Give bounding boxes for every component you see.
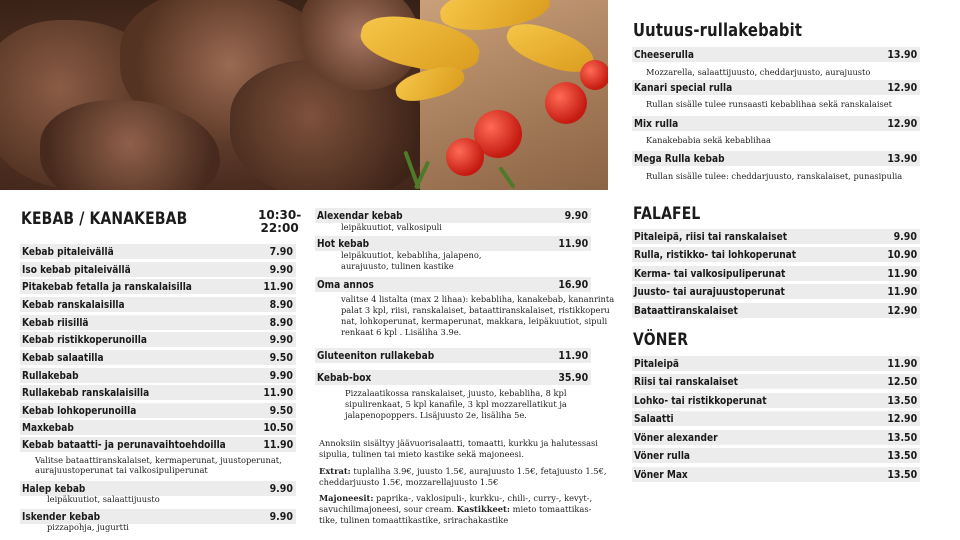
majoneesit-text: paprika-, vaklosipuli-, kurkku-, chili-, curry-, kevyt-,	[373, 493, 593, 503]
item-price: 9.90	[564, 209, 588, 222]
majoneesit-text: savuchilimajoneesi, sour cream.	[319, 504, 455, 514]
annos-note: Annoksiin sisältyy jäävuorisalaatti, tomaatti, kurkku ja halutessasi	[319, 438, 598, 448]
item-price: 11.90	[263, 438, 293, 451]
item-description: palat 3 kpl, riisi, ranskalaiset, bataattiranskalaiset, ristikkoperu	[341, 305, 610, 315]
item-price: 9.90	[269, 369, 293, 382]
item-name: Oma annos	[317, 278, 374, 291]
item-name: Rullakebab	[22, 369, 79, 382]
extrat-note	[319, 466, 606, 477]
kastikkeet-label: Kastikkeet:	[456, 504, 510, 514]
item-name: Vöner Max	[634, 468, 688, 481]
kastikkeet-note	[319, 504, 591, 515]
item-price: 12.90	[887, 412, 917, 425]
item-price: 11.90	[887, 267, 917, 280]
extrat-note: cheddarjuusto 1.5€, mozzarellajuusto 1.5€	[319, 477, 499, 487]
majoneesit-note	[319, 493, 592, 504]
item-price: 8.90	[269, 316, 293, 329]
item-description: valitse 4 listalta (max 2 lihaa): kebabliha, kanakebab, kananrinta	[341, 294, 615, 304]
list-item	[20, 332, 296, 347]
item-name: Kebab lohkoperunoilla	[22, 404, 137, 417]
extrat-text: tuplaliha 3.9€, juusto 1.5€, aurajuusto 1.5€, fetajuusto 1.5€,	[350, 466, 607, 476]
item-name: Mega Rulla kebab	[634, 152, 725, 165]
item-price: 13.90	[887, 152, 917, 165]
item-price: 9.90	[269, 263, 293, 276]
item-description: Rullan sisälle tulee runsaasti kebablihaa sekä ranskalaiset	[646, 99, 892, 109]
item-price: 11.90	[263, 280, 293, 293]
list-item	[632, 247, 920, 262]
item-description: leipäkuutiot, valkosipuli	[341, 222, 442, 232]
menu-item-cheeserulla	[632, 47, 920, 62]
item-description: jalapenopoppers. Lisäjuusto 2e, lisäliha 5e.	[345, 410, 527, 420]
item-name: Rullakebab ranskalaisilla	[22, 386, 150, 399]
item-price: 12.90	[887, 304, 917, 317]
item-price: 9.90	[269, 333, 293, 346]
item-price: 11.90	[887, 285, 917, 298]
item-description: leipäkuutiot, kebabliha, jalapeno,	[341, 250, 482, 260]
item-price: 9.50	[269, 351, 293, 364]
menu-item-gluteeniton-rullakebab	[315, 348, 591, 363]
item-description: nat, lohkoperunat, kermaperunat, makkara, leipäkuutiot, sipuli	[341, 316, 608, 326]
item-price: 9.90	[893, 230, 917, 243]
list-item	[632, 430, 920, 445]
item-name: Pitaleipä, riisi tai ranskalaiset	[634, 230, 788, 243]
list-item	[20, 403, 296, 418]
item-name: Rulla, ristikko- tai lohkoperunat	[634, 248, 797, 261]
voner-title: VÖNER	[633, 330, 689, 350]
menu-item-mega-rulla-kebab	[632, 151, 920, 166]
list-item	[20, 297, 296, 312]
list-item	[20, 420, 296, 435]
item-name: Kebab pitaleivällä	[22, 245, 114, 258]
list-item	[632, 284, 920, 299]
item-name: Pitakebab fetalla ja ranskalaisilla	[22, 280, 192, 293]
hours-end: 22:00	[260, 221, 299, 235]
item-name: Kebab-box	[317, 371, 372, 384]
menu-item-kanari-special-rulla	[632, 80, 920, 95]
item-price: 12.50	[887, 375, 917, 388]
kastikkeet-text: mieto tomaattikas-	[509, 504, 592, 514]
list-item	[632, 448, 920, 463]
list-item	[20, 437, 296, 452]
item-price: 11.90	[558, 349, 588, 362]
item-description: pizzapohja, jugurtti	[47, 522, 129, 532]
item-price: 8.90	[269, 298, 293, 311]
list-item	[20, 279, 296, 294]
item-price: 9.90	[269, 510, 293, 523]
item-price: 9.50	[269, 404, 293, 417]
item-name: Juusto- tai aurajuustoperunat	[634, 285, 785, 298]
item-description: Mozzarella, salaattijuusto, cheddarjuusto, aurajuusto	[646, 67, 871, 77]
item-name: Kerma- tai valkosipuliperunat	[634, 267, 786, 280]
list-item	[20, 262, 296, 277]
bataatti-description: aurajuustoperunat tai valkosipuliperunat	[35, 465, 208, 475]
item-name: Alexendar kebab	[317, 209, 403, 222]
uutuus-title: Uutuus-rullakebabit	[633, 20, 803, 41]
item-name: Kebab riisillä	[22, 316, 89, 329]
list-item	[632, 374, 920, 389]
bataatti-description: Valitse bataattiranskalaiset, kermaperunat, juustoperunat,	[35, 455, 282, 465]
list-item	[632, 393, 920, 408]
item-price: 11.90	[887, 357, 917, 370]
item-name: Gluteeniton rullakebab	[317, 349, 435, 362]
extrat-label: Extrat:	[319, 466, 351, 476]
item-name: Bataattiranskalaiset	[634, 304, 738, 317]
item-name: Kebab ristikkoperunoilla	[22, 333, 147, 346]
item-description: Pizzalaatikossa ranskalaiset, juusto, kebabliha, 8 kpl	[345, 388, 567, 398]
item-name: Kanari special rulla	[634, 81, 733, 94]
item-price: 9.90	[269, 482, 293, 495]
item-name: Halep kebab	[22, 482, 86, 495]
item-price: 13.50	[887, 468, 917, 481]
item-name: Riisi tai ranskalaiset	[634, 375, 738, 388]
menu-item-alexendar-kebab	[315, 208, 591, 223]
item-name: Vöner rulla	[634, 449, 691, 462]
item-price: 12.90	[887, 81, 917, 94]
list-item	[632, 356, 920, 371]
item-name: Hot kebab	[317, 237, 370, 250]
hours-start: 10:30-	[258, 208, 302, 222]
menu-item-hot-kebab	[315, 236, 591, 251]
item-price: 16.90	[558, 278, 588, 291]
menu-item-kebab-box	[315, 370, 591, 385]
item-price: 11.90	[263, 386, 293, 399]
item-description: Rullan sisälle tulee: cheddarjuusto, ranskalaiset, punasipulia	[646, 171, 903, 181]
list-item	[20, 244, 296, 259]
item-price: 11.90	[558, 237, 588, 250]
item-price: 35.90	[558, 371, 588, 384]
item-price: 10.50	[263, 421, 293, 434]
list-item	[632, 411, 920, 426]
item-name: Kebab ranskalaisilla	[22, 298, 125, 311]
item-description: leipäkuutiot, salaattijuusto	[47, 494, 160, 504]
list-item	[20, 350, 296, 365]
menu-item-mix-rulla	[632, 116, 920, 131]
list-item	[632, 303, 920, 318]
list-item	[20, 385, 296, 400]
list-item	[20, 368, 296, 383]
kebab-meat-photo	[0, 0, 608, 190]
item-name: Lohko- tai ristikkoperunat	[634, 394, 767, 407]
list-item	[632, 266, 920, 281]
item-name: Cheeserulla	[634, 48, 694, 61]
list-item	[632, 467, 920, 482]
list-item	[632, 229, 920, 244]
list-item	[20, 315, 296, 330]
item-name: Iso kebab pitaleivällä	[22, 263, 131, 276]
item-price: 13.50	[887, 394, 917, 407]
item-price: 13.50	[887, 431, 917, 444]
item-name: Maxkebab	[22, 421, 74, 434]
majoneesit-label: Majoneesit:	[319, 493, 374, 503]
item-name: Mix rulla	[634, 117, 679, 130]
item-name: Pitaleipä	[634, 357, 680, 370]
opening-hours	[258, 209, 301, 235]
item-description: Kanakebabia sekä kebablihaa	[646, 135, 772, 145]
kebab-section-title: KEBAB / KANAKEBAB	[21, 209, 188, 229]
item-name: Salaatti	[634, 412, 674, 425]
item-name: Kebab bataatti- ja perunavaihtoehdoilla	[22, 438, 226, 451]
item-description: aurajuusto, tulinen kastike	[341, 261, 454, 271]
item-price: 10.90	[887, 248, 917, 261]
item-name: Iskender kebab	[22, 510, 101, 523]
item-description: renkaat 6 kpl . Lisäliha 3.9e.	[341, 327, 462, 337]
annos-note: sipulia, tulinen tai mieto kastike sekä majoneesi.	[319, 449, 524, 459]
item-name: Kebab salaatilla	[22, 351, 104, 364]
item-name: Vöner alexander	[634, 431, 718, 444]
item-price: 12.90	[887, 117, 917, 130]
item-description: sipulirenkaat, 5 kpl kanafile, 3 kpl mozzarellatikut ja	[345, 399, 567, 409]
item-price: 13.90	[887, 48, 917, 61]
kastikkeet-note: tike, tulinen tomaattikastike, srirachakastike	[319, 515, 509, 525]
item-price: 13.50	[887, 449, 917, 462]
menu-item-oma-annos	[315, 277, 591, 292]
item-price: 7.90	[269, 245, 293, 258]
falafel-title: FALAFEL	[633, 204, 701, 224]
